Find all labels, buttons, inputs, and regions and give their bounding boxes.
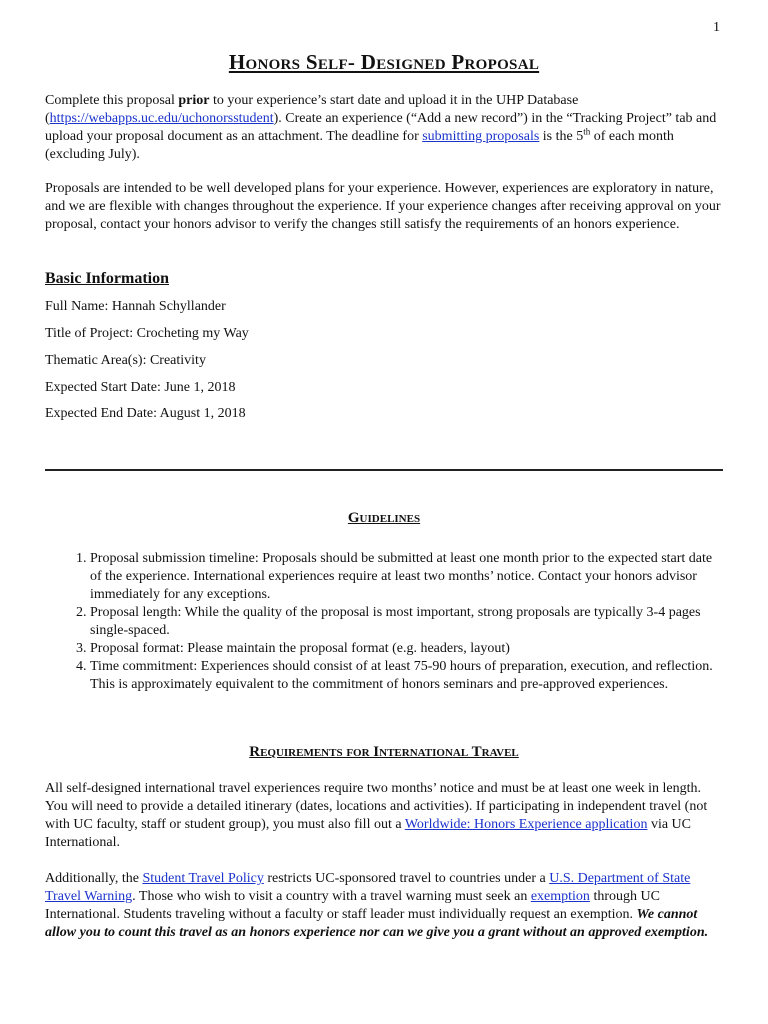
list-item: 2. Proposal length: While the quality of the proposal is most important, strong proposals are typically 3-4 pages single-spaced. [90, 604, 723, 640]
exemption-link[interactable]: exemption [530, 889, 590, 904]
submitting-proposals-link[interactable]: submitting proposals [422, 129, 540, 144]
intro-paragraph: Complete this proposal prior to your experience’s start date and upload it in the UHP Database (https://webapps.uc.edu/uchonorsstudent). Create an experience (“Add a new record”) in the “Tracking Project” tab and upload your proposal document as an attachment. The deadline for submitting proposals is the 5th of each month (excluding July). [45, 93, 717, 162]
list-item: 3. Proposal format: Please maintain the proposal format (e.g. headers, layout) [90, 640, 723, 658]
basic-information-heading: Basic Information [45, 270, 169, 287]
end-date-field: Expected End Date: August 1, 2018 [45, 406, 246, 421]
uhp-database-link[interactable]: https://webapps.uc.edu/uchonorsstudent [49, 111, 274, 126]
page-number: 1 [713, 20, 720, 35]
list-item: 4. Time commitment: Experiences should consist of at least 75-90 hours of preparation, execution, and reflection. This is approximately equivalent to the commitment of honors seminars and pre-approved experiences. [90, 658, 723, 694]
proposals-paragraph: Proposals are intended to be well developed plans for your experience. However, experiences are exploratory in nature, and we are flexible with changes throughout the experience. If your experience changes after receiving approval on your proposal, contact your honors advisor to verify the changes still satisfy the requirements of an honors experience. [45, 181, 721, 232]
student-travel-policy-link[interactable]: Student Travel Policy [142, 871, 264, 886]
international-paragraph-1: All self-designed international travel experiences require two months’ notice and must be at least one week in length. You will need to provide a detailed itinerary (dates, locations and activities). If participating in independent travel (not with UC faculty, staff or student group), you must also fill out a Worldwide: Honors Experience application via UC International. [45, 781, 708, 850]
international-travel-heading: Requirements for International Travel [249, 744, 519, 760]
guidelines-heading: Guidelines [347, 510, 421, 526]
worldwide-honors-link[interactable]: Worldwide: Honors Experience application [404, 817, 648, 832]
exemption-warning: We cannot allow you to count this travel as an honors experience nor can we give you a grant without an approved exemption. [45, 907, 709, 940]
document-title: Honors Self- Designed Proposal [228, 50, 540, 74]
international-paragraph-2: Additionally, the Student Travel Policy restricts UC-sponsored travel to countries under a U.S. Department of State Travel Warning. Those who wish to visit a country with a travel warning must seek an exemption through UC International. Students traveling without a faculty or staff leader must individually request an exemption. We cannot allow you to count this travel as an honors experience nor can we give you a grant without an approved exemption. [45, 871, 709, 940]
start-date-field: Expected Start Date: June 1, 2018 [45, 380, 236, 395]
section-divider [45, 469, 723, 471]
project-title-field: Title of Project: Crocheting my Way [45, 326, 249, 341]
guidelines-list [45, 550, 723, 694]
travel-warning-link[interactable]: U.S. Department of State Travel Warning [45, 871, 691, 904]
list-item: 1. Proposal submission timeline: Proposals should be submitted at least one month prior to the expected start date of the experience. International experiences require at least two months’ notice. Contact your honors advisor immediately for any exceptions. [90, 550, 723, 604]
full-name-field: Full Name: Hannah Schyllander [45, 299, 226, 314]
thematic-area-field: Thematic Area(s): Creativity [45, 353, 206, 368]
